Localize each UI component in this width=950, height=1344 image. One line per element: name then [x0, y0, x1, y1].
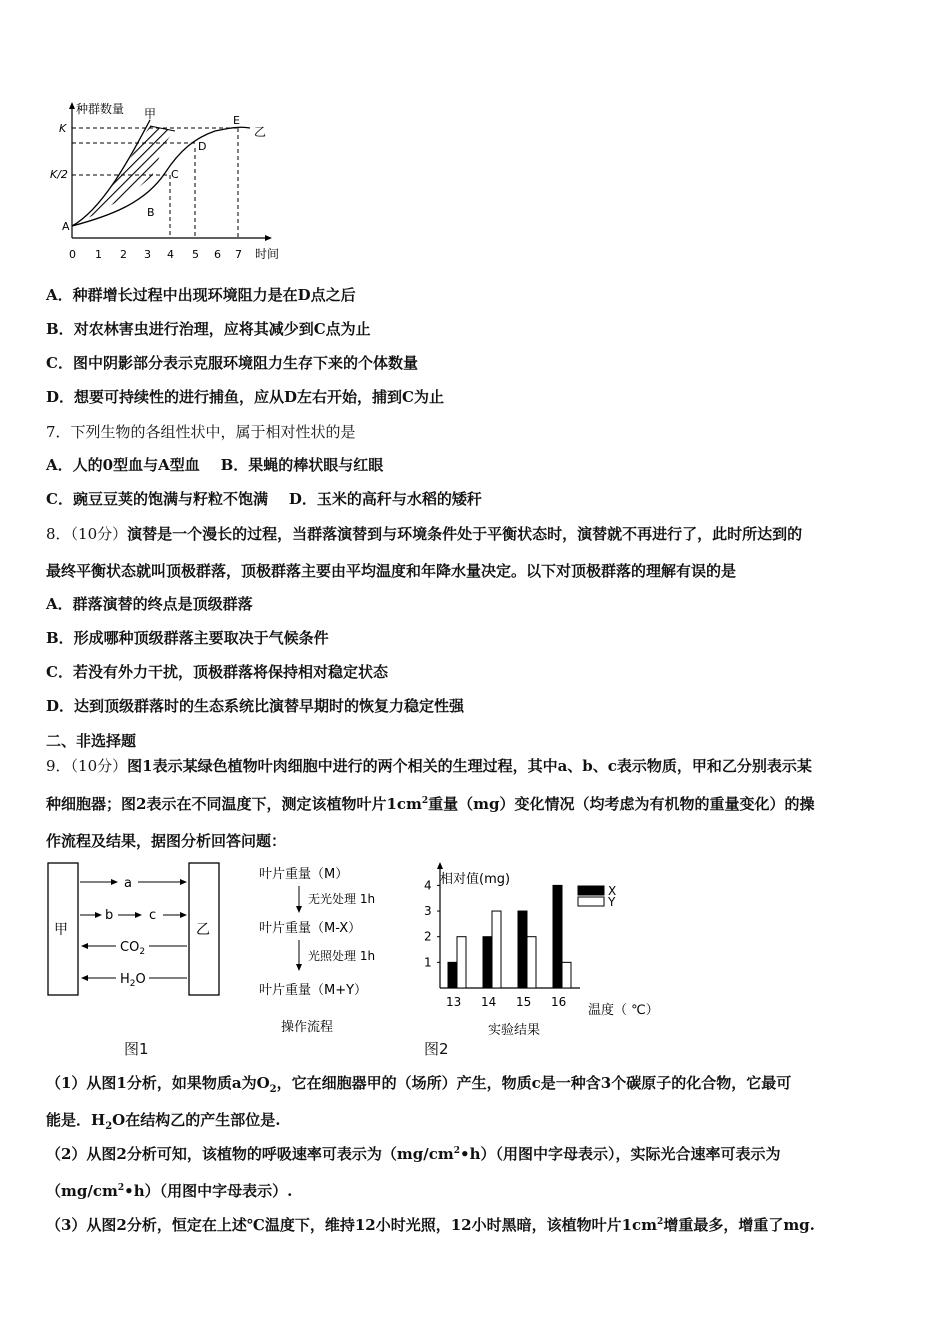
point-a: A: [62, 220, 70, 233]
q8-stem-1: 8．（10分）演替是一个漫长的过程，当群落演替到与环境条件处于平衡状态时，演替就不再进行了，此时所达到的: [46, 525, 803, 543]
co2-label: $CO_2$: [120, 940, 146, 957]
q9-sub1-line1: （1）从图1分析，如果物质a为$O_2$，它在细胞器甲的（场所）产生，物质c是一种含3个碳原子的化合物，它最可: [46, 1074, 792, 1095]
bar-x: [483, 937, 492, 988]
q9-sub2-line1: （2）从图2分析可知，该植物的呼吸速率可表示为$(mg/cm^2•h)$（用图中字母表示），实际光合速率可表示为: [46, 1145, 781, 1163]
q9-sub1-line2: 能是．$H_2O$在结构乙的产生部位是.: [46, 1111, 281, 1132]
q8-option-a: A．群落演替的终点是顶级群落: [46, 595, 253, 613]
y-tick-label: 2: [424, 929, 432, 944]
organelle-yi-label: 乙: [196, 922, 210, 938]
bar-y: [562, 962, 571, 988]
bar-x: [518, 911, 527, 988]
tick-k: K: [59, 122, 67, 135]
legend-swatch-x: [578, 886, 604, 895]
x-tick: 7: [235, 248, 242, 261]
experiment-bar-chart: [418, 858, 663, 1044]
hatched-area: [72, 126, 175, 226]
substance-c: c: [149, 908, 157, 923]
chart-y-arrow: [437, 862, 443, 869]
figure1-organelles: [46, 860, 226, 1000]
flow-process-1: 无光处理 1h: [308, 892, 376, 906]
y-tick-label: 1: [424, 955, 432, 970]
x-category-label: 16: [551, 995, 567, 1009]
x-tick: 4: [167, 248, 174, 261]
x-tick: 3: [144, 248, 151, 261]
point-b: B: [147, 206, 155, 219]
x-tick: 1: [95, 248, 102, 261]
flow-process-2: 光照处理 1h: [308, 949, 376, 963]
q6-option-d: D．想要可持续性的进行捕鱼，应从D左右开始，捕到C为止: [46, 388, 444, 406]
q9-stem-3: 作流程及结果，据图分析回答问题：: [46, 832, 287, 850]
h2o-label: $H_2O$: [120, 972, 146, 989]
figure2-caption: 图2: [424, 1040, 449, 1058]
bar-y: [492, 911, 501, 988]
q9-stem-1: 9．（10分）图1表示某绿色植物叶肉细胞中进行的两个相关的生理过程，其中a、b、c表示物质，甲和乙分别表示某: [46, 757, 812, 775]
x-category-label: 15: [516, 995, 532, 1009]
bar-x: [448, 962, 457, 988]
chart-title: 实验结果: [488, 1023, 541, 1038]
bar-y: [527, 937, 536, 988]
substance-a: a: [124, 876, 132, 891]
x-tick: 0: [69, 248, 76, 261]
q8-option-c: C．若没有外力干扰，顶极群落将保持相对稳定状态: [46, 663, 388, 681]
tick-k-half: K/2: [50, 168, 68, 181]
q6-option-a: A．种群增长过程中出现环境阻力是在D点之后: [46, 286, 356, 304]
substance-b: b: [105, 908, 114, 923]
organelle-jia-label: 甲: [54, 922, 68, 938]
operation-flow: [255, 860, 405, 1040]
section-heading: 二、非选择题: [46, 732, 137, 750]
flow-title: 操作流程: [281, 1020, 334, 1035]
q6-option-c: C．图中阴影部分表示克服环境阻力生存下来的个体数量: [46, 354, 418, 372]
population-growth-graph: [50, 98, 300, 268]
q8-option-b: B．形成哪种顶级群落主要取决于气候条件: [46, 629, 329, 647]
x-tick: 5: [192, 248, 199, 261]
q6-option-b: B．对农林害虫进行治理，应将其减少到C点为止: [46, 320, 371, 338]
legend-swatch-y: [578, 897, 604, 906]
chart-ylabel: 相对值(mg): [440, 872, 511, 887]
x-tick: 6: [214, 248, 221, 261]
y-tick-label: 4: [424, 878, 432, 893]
point-d: D: [198, 140, 207, 153]
flow-step-3: 叶片重量（M+Y）: [259, 983, 368, 998]
q8-option-d: D．达到顶级群落时的生态系统比演替早期时的恢复力稳定性强: [46, 697, 465, 715]
flow-step-2: 叶片重量（M-X）: [259, 921, 362, 936]
q7-options-ab: A．人的0型血与A型血 B．果蝇的棒状眼与红眼: [46, 456, 384, 474]
graph1-xlabel: 时间: [255, 247, 280, 261]
q7-options-cd: C．豌豆豆荚的饱满与籽粒不饱满 D．玉米的高秆与水稻的矮秆: [46, 490, 482, 508]
point-e: E: [233, 114, 240, 127]
q8-stem-2: 最终平衡状态就叫顶极群落，顶极群落主要由平均温度和年降水量决定。以下对顶极群落的理解有误的是: [46, 562, 737, 580]
x-category-label: 13: [446, 995, 462, 1009]
q9-sub3-line1: （3）从图2分析，恒定在上述℃温度下，维持12小时光照，12小时黑暗，该植物叶片$1cm^2$增重最多，增重了mg.: [46, 1216, 815, 1234]
flow-step-1: 叶片重量（M）: [259, 867, 349, 882]
legend-label-y: Y: [608, 895, 616, 909]
figure1-caption: 图1: [124, 1040, 149, 1058]
q9-sub2-line2: $(mg/cm^2•h)$（用图中字母表示）.: [46, 1182, 293, 1200]
bar-y: [457, 937, 466, 988]
curve-yi-label: 乙: [254, 125, 267, 139]
bar-x: [553, 885, 562, 988]
chart-xlabel: 温度（ ℃）: [588, 1003, 659, 1018]
y-tick-label: 3: [424, 904, 432, 919]
legend-label-x: X: [608, 884, 617, 898]
x-tick: 2: [120, 248, 127, 261]
graph1-x-ticks: [69, 248, 242, 261]
graph1-ylabel: 种群数量: [76, 102, 125, 116]
q9-stem-2: 种细胞器；图2表示在不同温度下，测定该植物叶片$1cm^2$重量（mg）变化情况（均考虑为有机物的重量变化）的操: [46, 795, 815, 813]
q7-stem: 7．下列生物的各组性状中，属于相对性状的是: [46, 423, 356, 441]
curve-jia-label: 甲: [144, 107, 157, 121]
point-c: C: [171, 168, 179, 181]
x-category-label: 14: [481, 995, 497, 1009]
